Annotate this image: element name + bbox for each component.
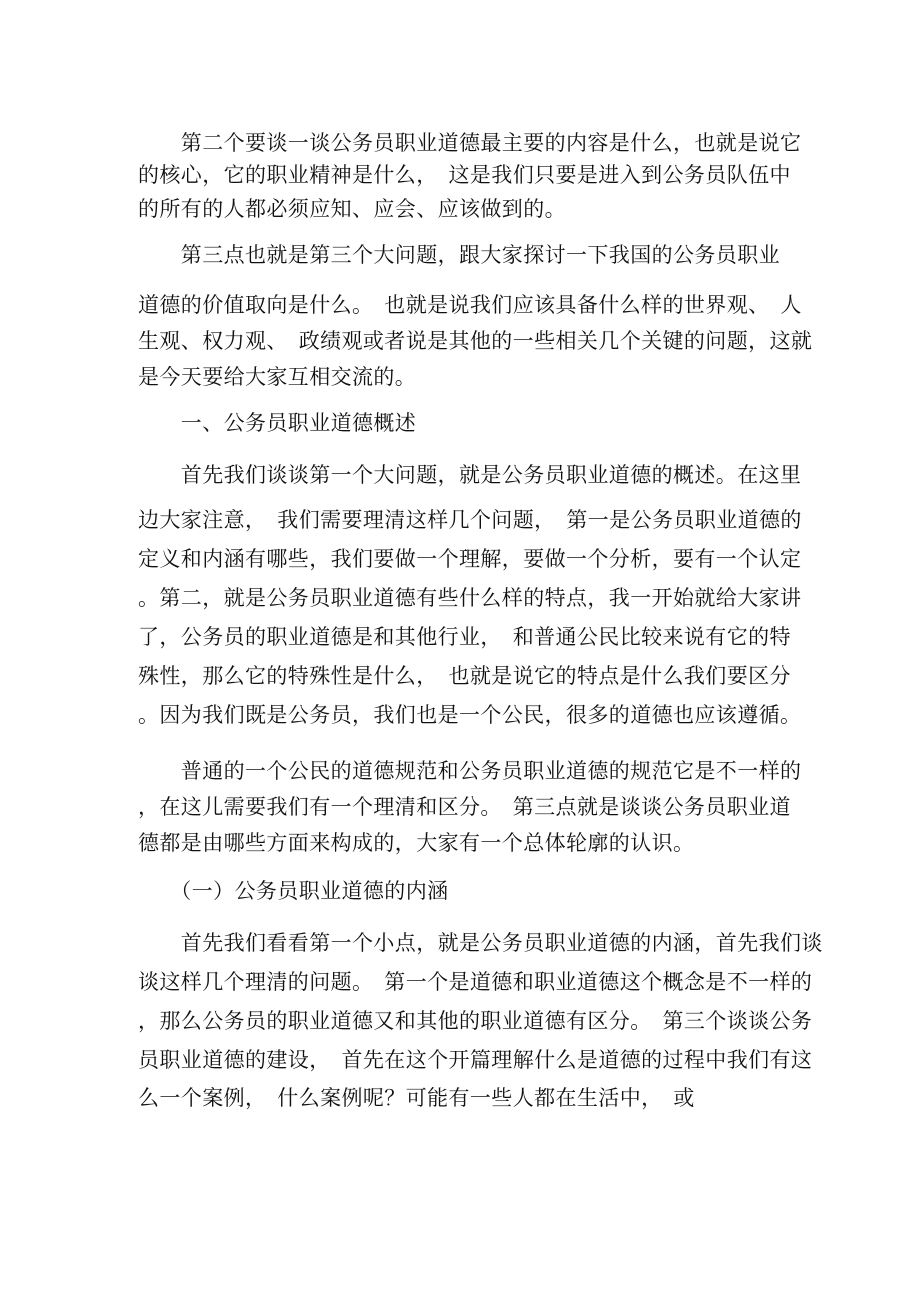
para3-line-3: 定义和内涵有哪些，我们要做一个理解，要做一个分析，要有一个认定 bbox=[138, 547, 802, 571]
para3-line-5: 了，公务员的职业道德是和其他行业， 和普通公民比较来说有它的特 bbox=[138, 625, 791, 649]
para5-line-2: 谈这样几个理清的问题。 第一个是道德和职业道德这个概念是不一样的 bbox=[138, 970, 813, 994]
para4-line-3: 德都是由哪些方面来构成的，大家有一个总体轮廓的认识。 bbox=[138, 831, 695, 855]
para3-line-1: 首先我们谈谈第一个大问题，就是公务员职业道德的概述。在这里 bbox=[138, 463, 802, 487]
para5-line-5: 么一个案例， 什么案例呢？可能有一些人都在生活中， 或 bbox=[138, 1086, 695, 1110]
para4-line-2: ，在这儿需要我们有一个理清和区分。 第三点就是谈谈公务员职业道 bbox=[138, 795, 791, 819]
para5-line-3: ，那么公务员的职业道德又和其他的职业道德有区分。 第三个谈谈公务 bbox=[138, 1009, 813, 1033]
para3-line-6: 殊性，那么它的特殊性是什么， 也就是说它的特点是什么我们要区分 bbox=[138, 664, 791, 688]
para2-line-1: 第三点也就是第三个大问题，跟大家探讨一下我国的公务员职业 bbox=[138, 243, 780, 267]
para1-line-3: 的所有的人都必须应知、应会、应该做到的。 bbox=[138, 197, 566, 221]
para3-line-4: 。第二，就是公务员职业道德有些什么样的特点，我一开始就给大家讲 bbox=[138, 586, 802, 610]
section-heading-1: 一、公务员职业道德概述 bbox=[138, 411, 417, 435]
para2-line-3: 生观、权力观、 政绩观或者说是其他的一些相关几个关键的问题，这就 bbox=[138, 329, 813, 353]
para5-line-4: 员职业道德的建设， 首先在这个开篇理解什么是道德的过程中我们有这 bbox=[138, 1048, 813, 1072]
para2-line-4: 是今天要给大家互相交流的。 bbox=[138, 365, 417, 389]
para2-line-2: 道德的价值取向是什么。 也就是说我们应该具备什么样的世界观、 人 bbox=[138, 293, 802, 317]
para3-line-7: 。因为我们既是公务员，我们也是一个公民，很多的道德也应该遵循。 bbox=[138, 703, 802, 727]
para3-line-2: 边大家注意， 我们需要理清这样几个问题， 第一是公务员职业道德的 bbox=[138, 508, 802, 532]
para1-line-1: 第二个要谈一谈公务员职业道德最主要的内容是什么，也就是说它 bbox=[138, 131, 802, 155]
para4-line-1: 普通的一个公民的道德规范和公务员职业道德的规范它是不一样的 bbox=[138, 759, 802, 783]
section-heading-2: （一）公务员职业道德的内涵 bbox=[138, 879, 449, 903]
para5-line-1: 首先我们看看第一个小点，就是公务员职业道德的内涵，首先我们谈 bbox=[138, 931, 823, 955]
para1-line-2: 的核心，它的职业精神是什么， 这是我们只要是进入到公务员队伍中 bbox=[138, 163, 791, 187]
